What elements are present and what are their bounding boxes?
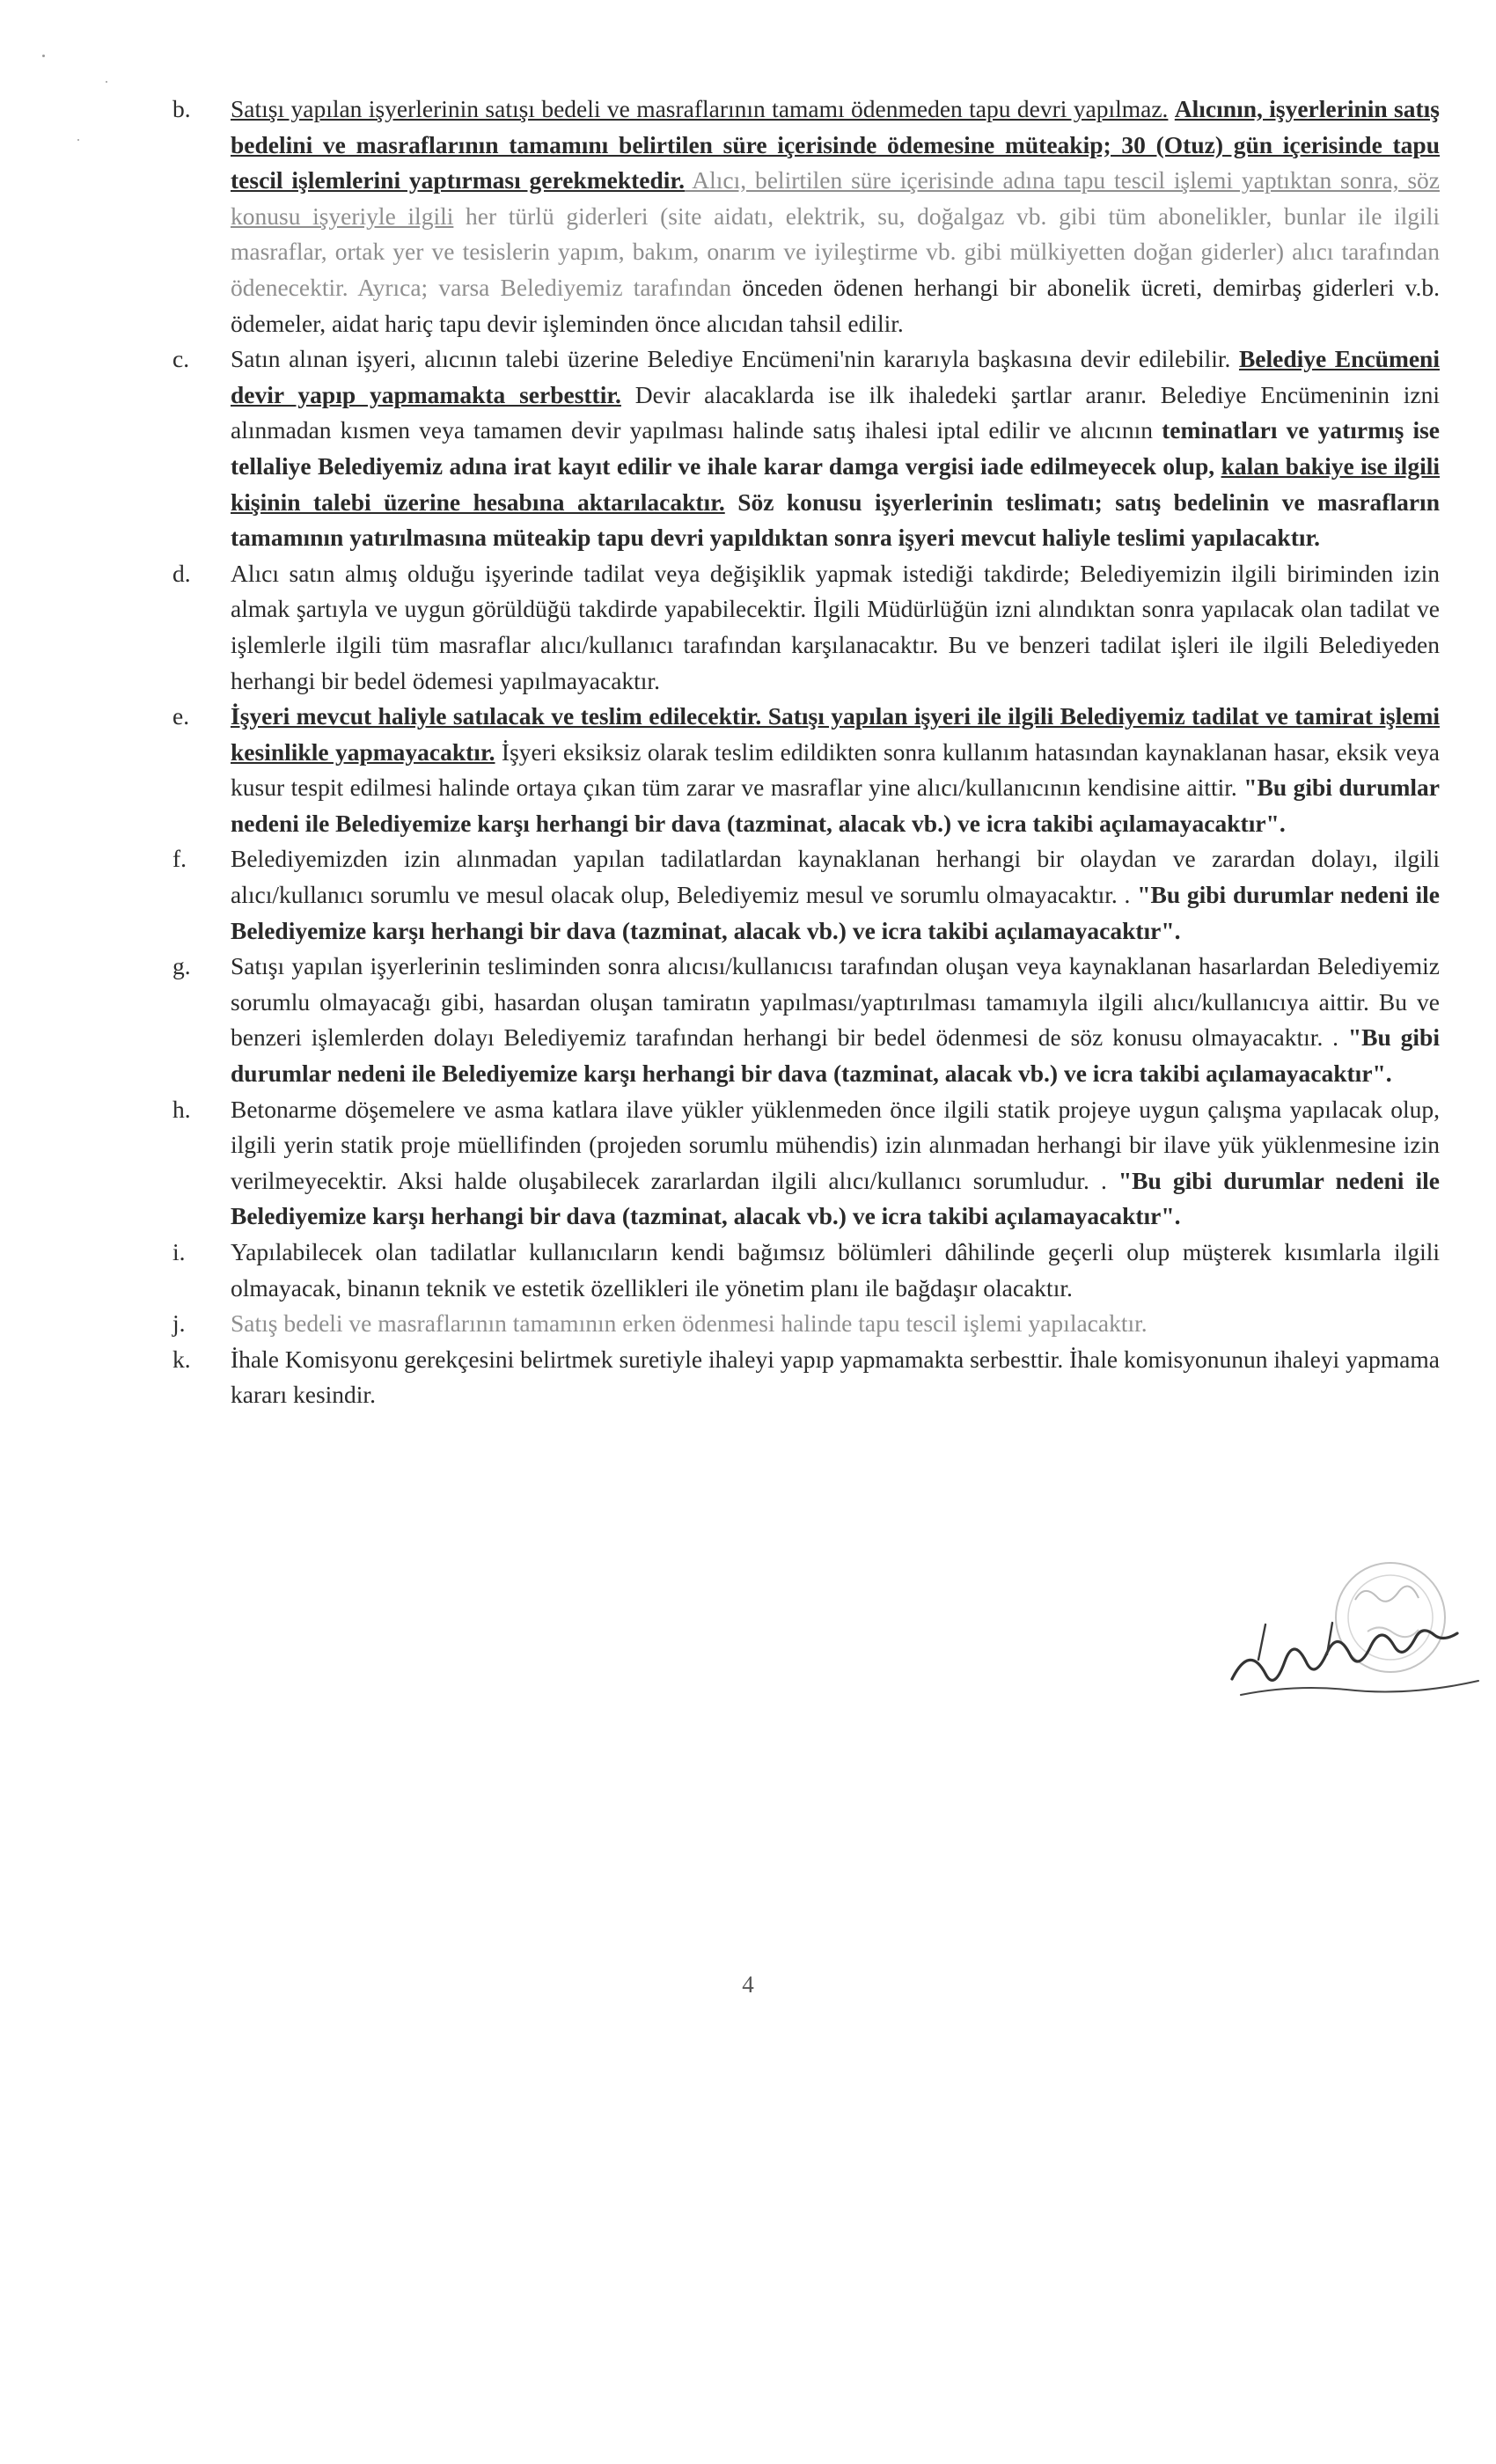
item-letter: i. bbox=[172, 1238, 186, 1265]
item-text bbox=[231, 1235, 1440, 1306]
text-segment: Betonarme döşemelere ve asma katlara ilave yükler yüklenmeden önce ilgili statik projeye uygun çalışma yapılacak olup, ilgili yerin statik proje müellifinden (projeden sorumlu mühendis) izin alınmadan herhangi bir ilave yük yüklenmesine izin verilmeyecektir. Aksi halde oluşabilecek zararlardan ilgili alıcı/kullanıcı sorumludur. . bbox=[231, 1095, 1440, 1194]
text-segment: Devir alacaklarda ise ilk ihaledeki şartlar aranır. Belediye Encümeninin izni alınmadan kısmen veya tamamen devir yapılması halinde satış ihalesi iptal edilir ve alıcının bbox=[231, 380, 1441, 444]
condition-item bbox=[172, 1092, 1440, 1235]
text-segment: önceden ödenen herhangi bir abonelik ücreti, demirbaş giderleri v.b. ödemeler, aidat hariç tapu devir işleminden önce alıcıdan tahsil edilir. bbox=[231, 273, 1440, 337]
text-segment bbox=[1168, 95, 1174, 122]
text-segment: Belediyemizden izin alınmadan yapılan tadilatlardan kaynaklanan herhangi bir olaydan ve zarardan dolayı, ilgili alıcı/kullanıcı sorumlu ve mesul olacak olup, Belediyemiz mesul ve sorumlu olmayacaktır. . bbox=[231, 845, 1440, 909]
item-letter: g. bbox=[172, 952, 191, 980]
item-text bbox=[231, 1342, 1440, 1413]
item-letter: f. bbox=[172, 845, 187, 873]
item-text bbox=[231, 841, 1440, 949]
item-letter: b. bbox=[172, 95, 191, 122]
condition-item bbox=[172, 1235, 1440, 1306]
item-text bbox=[231, 341, 1440, 556]
text-segment: kalan bakiye ise ilgili kişinin talebi üzerine hesabına aktarılacaktır. bbox=[231, 451, 1440, 516]
scan-speck bbox=[42, 55, 45, 57]
text-segment: Alıcı, belirtilen süre içerisinde adına tapu tescil işlemi yaptıktan sonra, söz konusu işyeriyle ilgili bbox=[231, 166, 1440, 230]
text-segment: İhale Komisyonu gerekçesini belirtmek suretiyle ihaleyi yapıp yapmamakta serbesttir. İhale komisyonunun ihaleyi yapmama kararı kesindir. bbox=[231, 1345, 1440, 1409]
scan-speck bbox=[77, 139, 79, 141]
stamp-and-signature bbox=[1223, 1547, 1487, 1767]
item-letter: h. bbox=[172, 1095, 191, 1123]
text-segment: Satış bedeli ve masraflarının tamamının erken ödenmesi halinde tapu tescil işlemi yapılacaktır. bbox=[231, 1309, 1148, 1338]
item-text bbox=[231, 1306, 1440, 1342]
text-segment: Söz konusu işyerlerinin teslimatı; satış bedelinin ve masrafların tamamının yatırılmasına müteakip tapu devri yapıldıktan sonra işyeri mevcut haliyle teslimi yapılacaktır. bbox=[231, 488, 1440, 552]
text-segment: "Bu gibi durumlar nedeni ile Belediyemize karşı herhangi bir dava (tazminat, alacak vb.) ve icra takibi açılamayacaktır". bbox=[231, 774, 1440, 837]
item-letter: c. bbox=[172, 345, 190, 373]
scan-speck bbox=[106, 81, 107, 83]
condition-item bbox=[172, 699, 1440, 841]
item-text bbox=[231, 949, 1440, 1091]
condition-item bbox=[172, 841, 1440, 949]
conditions-list bbox=[172, 92, 1440, 1413]
text-segment: "Bu gibi durumlar nedeni ile Belediyemize karşı herhangi bir dava (tazminat, alacak vb.) ve icra takibi açılamayacaktır". bbox=[231, 1166, 1440, 1230]
condition-item bbox=[172, 1306, 1440, 1342]
text-segment: Satın alınan işyeri, alıcının talebi üzerine Belediye Encümeni'nin kararıyla başkasına devir edilebilir. bbox=[231, 345, 1239, 373]
text-segment: İşyeri mevcut haliyle satılacak ve teslim edilecektir. Satışı yapılan işyeri ile ilgili Belediyemiz tadilat ve tamirat işlemi kesinlikle yapmayacaktır. bbox=[231, 702, 1440, 766]
item-letter: j. bbox=[172, 1309, 186, 1338]
text-segment: Alıcı satın almış olduğu işyerinde tadilat veya değişiklik yapmak istediği takdirde; Belediyemizin ilgili biriminden izin almak şartıyla ve uygun görüldüğü takdirde yapabilecektir. İlgili Müdürlüğün izni alındıktan sonra yapılacak olan tadilat ve işlemlerle ilgili tüm masraflar alıcı/kullanıcı tarafından karşılanacaktır. Bu ve benzeri tadilat işleri ile ilgili Belediyeden herhangi bir bedel ödemesi yapılmayacaktır. bbox=[231, 559, 1440, 694]
item-letter: e. bbox=[172, 702, 190, 730]
page-number: 4 bbox=[742, 1971, 754, 1998]
condition-item bbox=[172, 92, 1440, 341]
text-segment: Yapılabilecek olan tadilatlar kullanıcıların kendi bağımsız bölümleri dâhilinde geçerli olup müşterek kısımlarla ilgili olmayacak, binanın teknik ve estetik özellikleri ile yönetim planı ile bağdaşır olacaktır. bbox=[231, 1238, 1440, 1302]
item-text bbox=[231, 699, 1440, 841]
item-text bbox=[231, 92, 1440, 341]
text-segment: Belediye Encümeni devir yapıp yapmamakta serbesttir. bbox=[231, 345, 1440, 408]
item-text bbox=[231, 1092, 1440, 1235]
item-letter: d. bbox=[172, 559, 191, 587]
text-segment: Satışı yapılan işyerlerinin tesliminden sonra alıcısı/kullanıcısı tarafından oluşan veya kaynaklanan hasarlardan Belediyemiz sorumlu olmayacağı gibi, hasardan oluşan tamiratın yapılması/yaptırılması tamamıyla ilgili alıcı/kullanıcıya aittir. Bu ve benzeri işlemlerden dolayı Belediyemiz tarafından herhangi bir bedel ödenmesi de söz konusu olmayacaktır. . bbox=[231, 952, 1440, 1052]
condition-item bbox=[172, 1342, 1440, 1413]
condition-item bbox=[172, 341, 1440, 556]
item-letter: k. bbox=[172, 1345, 191, 1373]
item-text bbox=[231, 556, 1440, 699]
text-segment: "Bu gibi durumlar nedeni ile Belediyemize karşı herhangi bir dava (tazminat, alacak vb.) ve icra takibi açılamayacaktır". bbox=[231, 1023, 1440, 1088]
text-segment: Satışı yapılan işyerlerinin satışı bedeli ve masraflarının tamamı ödenmeden tapu devri yapılmaz. bbox=[231, 95, 1169, 122]
condition-item bbox=[172, 556, 1440, 699]
text-segment: her türlü giderleri (site aidatı, elektrik, su, doğalgaz vb. gibi tüm abonelikler, bunlar ile ilgili masraflar, ortak yer ve tesislerin yapım, bakım, onarım ve iyileştirme vb. gibi mülkiyetten doğan giderler) alıcı tarafından ödenecektir. Ayrıca; varsa Belediyemiz tarafından bbox=[231, 202, 1440, 301]
text-segment: İşyeri eksiksiz olarak teslim edildikten sonra kullanım hatasından kaynaklanan hasar, eksik veya kusur tespit edilmesi halinde ortaya çıkan tüm zarar ve masraflar yine alıcı/kullanıcının kendisine aittir. bbox=[231, 737, 1440, 802]
text-segment: "Bu gibi durumlar nedeni ile Belediyemize karşı herhangi bir dava (tazminat, alacak vb.) ve icra takibi açılamayacaktır". bbox=[231, 881, 1440, 944]
condition-item bbox=[172, 949, 1440, 1091]
text-segment: Alıcının, işyerlerinin satış bedelini ve masraflarının tamamını belirtilen süre içerisinde ödemesine müteakip; 30 (Otuz) gün içerisinde tapu tescil işlemlerini yaptırması gerekmektedir. bbox=[231, 95, 1441, 194]
text-segment: teminatları ve yatırmış ise tellaliye Belediyemiz adına irat kayıt edilir ve ihale karar damga vergisi iade edilmeyecek olup, bbox=[231, 416, 1440, 480]
